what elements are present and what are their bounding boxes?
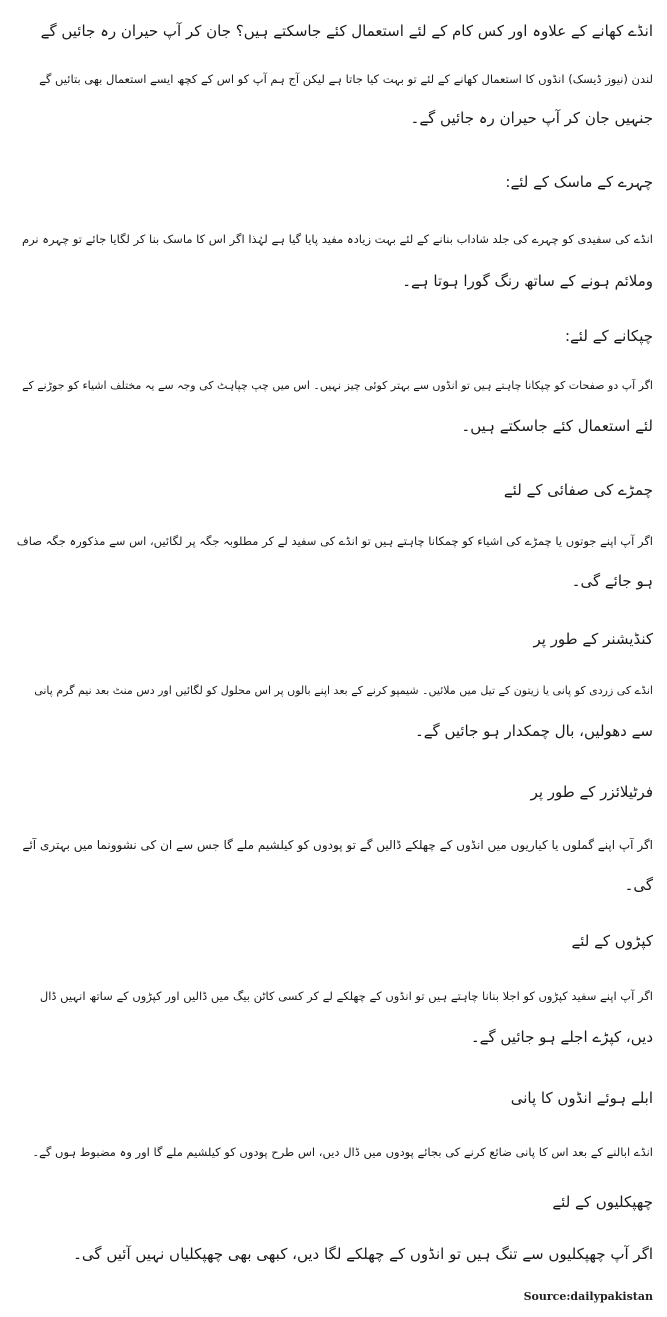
intro-paragraph-line: جنہیں جان کر آپ حیران رہ جائیں گے۔ xyxy=(410,109,653,127)
section-heading: کپڑوں کے لئے xyxy=(571,932,653,950)
paragraph-line: وملائم ہونے کے ساتھ رنگ گورا ہوتا ہے۔ xyxy=(402,272,653,290)
paragraph-line: گی۔ xyxy=(624,876,653,894)
article-title: انڈے کھانے کے علاوہ اور کس کام کے لئے استعمال کئے جاسکتے ہیں؟ جان کر آپ حیران رہ جائیں گے xyxy=(40,22,653,40)
paragraph-line: ہو جائے گی۔ xyxy=(571,572,653,590)
paragraph-line: انڈے کی سفیدی کو چہرے کی جلد شاداب بنانے کے لئے بہت زیادہ مفید پایا گیا ہے لہٰذا اگر اس کا ماسک بنا کر لگایا جائے تو چہرہ نرم xyxy=(21,232,653,246)
section-heading: ابلے ہوئے انڈوں کا پانی xyxy=(510,1089,653,1107)
paragraph-line: اگر آپ دو صفحات کو چپکانا چاہتے ہیں تو انڈوں سے بہتر کوئی چیز نہیں۔ اس میں چپ چپاہٹ کی وجہ سے یہ مختلف اشیاء کو جوڑنے کے xyxy=(22,379,653,392)
section-heading: چمڑے کی صفائی کے لئے xyxy=(503,481,653,499)
section-heading: فرٹیلائزر کے طور پر xyxy=(530,783,653,801)
paragraph-line: اگر آپ اپنے جوتوں یا چمڑے کی اشیاء کو چمکانا چاہتے ہیں تو انڈے کی سفید لے کر مطلوبہ جگہ پر لگائیں، اس سے مذکورہ جگہ صاف xyxy=(16,534,653,548)
paragraph-line: لئے استعمال کئے جاسکتے ہیں۔ xyxy=(461,417,653,435)
section-heading: چھپکلیوں کے لئے xyxy=(552,1193,653,1211)
paragraph-line: انڈے ابالنے کے بعد اس کا پانی ضائع کرنے کی بجائے پودوں میں ڈال دیں، اس طرح پودوں کو کیلشیم ملے گا اور وہ مضبوط ہوں گے۔ xyxy=(32,1145,653,1159)
paragraph-line: دیں، کپڑے اجلے ہو جائیں گے۔ xyxy=(470,1028,653,1046)
source-credit: Source:dailypakistan xyxy=(523,1290,653,1303)
paragraph-line: اگر آپ چھپکلیوں سے تنگ ہیں تو انڈوں کے چھلکے لگا دیں، کبھی بھی چھپکلیاں نہیں آئیں گی۔ xyxy=(73,1245,653,1263)
paragraph-line: اگر آپ اپنے سفید کپڑوں کو اجلا بنانا چاہتے ہیں تو انڈوں کے چھلکے لے کر کسی کاٹن بیگ میں ڈالیں اور کپڑوں کے ساتھ انہیں ڈال xyxy=(39,989,653,1003)
section-heading: چپکانے کے لئے: xyxy=(564,327,653,345)
paragraph-line: انڈے کی زردی کو پانی یا زیتون کے تیل میں ملائیں۔ شیمپو کرنے کے بعد اپنے بالوں پر اس محلول کو لگائیں اور دس منٹ بعد نیم گرم پانی xyxy=(34,684,653,697)
paragraph-line: سے دھولیں، بال چمکدار ہو جائیں گے۔ xyxy=(414,722,653,740)
section-heading: چہرے کے ماسک کے لئے: xyxy=(505,173,653,191)
section-heading: کنڈیشنر کے طور پر xyxy=(533,630,653,648)
intro-paragraph-line: لندن (نیوز ڈیسک) انڈوں کا استعمال کھانے کے لئے تو بہت کیا جاتا ہے لیکن آج ہم آپ کو اس کے کچھ ایسے استعمال بھی بتائیں گے xyxy=(39,72,653,86)
paragraph-line: اگر آپ اپنے گملوں یا کیاریوں میں انڈوں کے چھلکے ڈالیں گے تو پودوں کو کیلشیم ملے گا جس سے ان کی نشوونما میں بہتری آئے xyxy=(22,838,653,852)
